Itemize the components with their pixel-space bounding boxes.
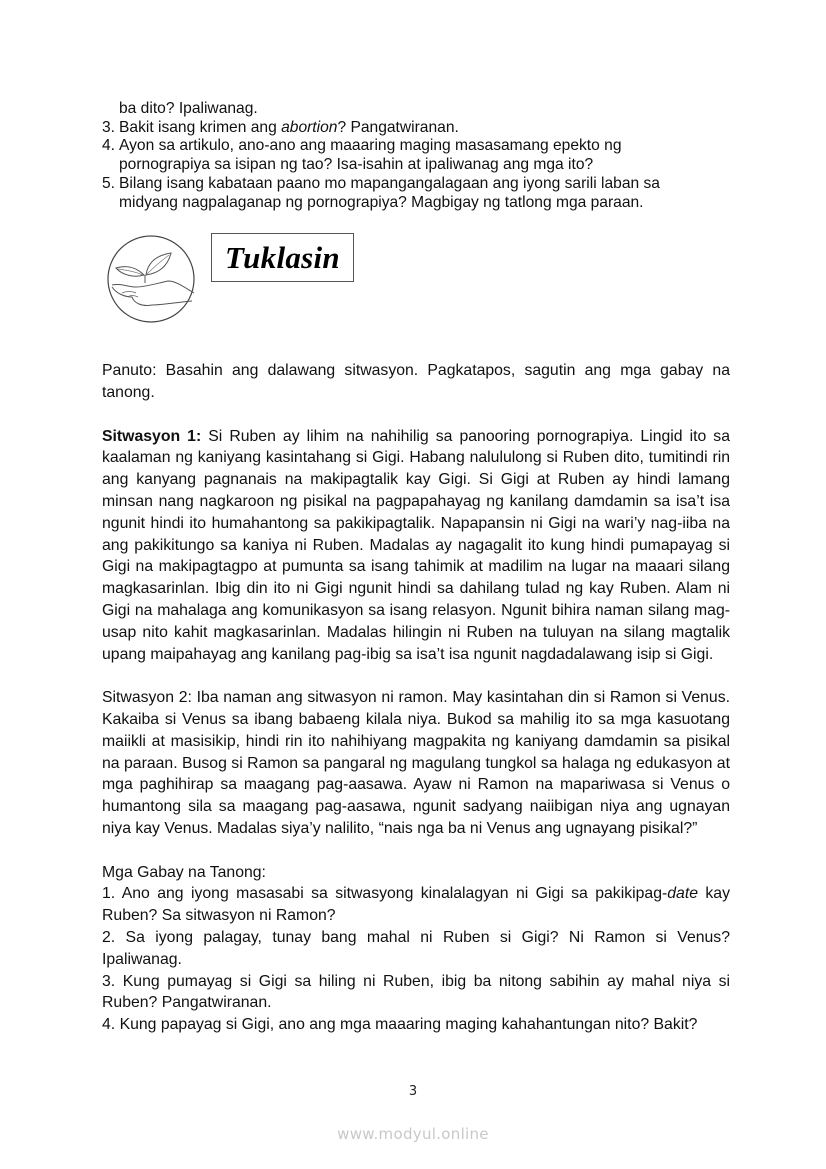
list-item-5: [102, 175, 730, 212]
section-title: Tuklasin: [225, 239, 340, 275]
item-line-2: midyang nagpalaganap ng pornograpiya? Magbigay ng tatlong mga paraan.: [119, 193, 644, 211]
guide-questions-heading: Mga Gabay na Tanong:: [102, 863, 266, 881]
item-line-1: Ayon sa artikulo, ano-ano ang maaaring maging masasamang epekto ng: [119, 137, 622, 155]
top-question-list: [102, 100, 730, 212]
guide-question-1: [102, 883, 730, 927]
item-text-before: Bakit isang krimen ang: [119, 118, 282, 136]
q1-after: kay Ruben? Sa sitwasyon ni Ramon?: [102, 885, 730, 925]
list-item-4: [102, 137, 730, 174]
q1-before: 1. Ano ang iyong masasabi sa sitwasyong kinalalagyan ni Gigi sa pakikipag-: [102, 885, 668, 903]
page-number: 3: [408, 1084, 418, 1099]
situation-2: Sitwasyon 2: Iba naman ang sitwasyon ni ramon. May kasintahan din si Ramon si Venus. Kakaiba si Venus sa ibang babaeng kilala niya. Bukod sa mahilig ito sa mga kasuotang maiikli at masisikip, hindi rin ito nahihiyang magpakita ng kaniyang damdamin sa pisikal na paraan. Busog si Ramon sa pangaral ng magulang tungkol sa halaga ng edukasyon at mga paghihirap sa maagang pag-aasawa. Ayaw ni Ramon na mapariwasa si Venus o humantong sila sa maagang pag-aasawa, ngunit sadyang naiibigan niya ang ugnayan niya kay Venus. Madalas siya’y nalilito, “nais nga ba ni Venus ang ugnayang pisikal?”: [102, 689, 730, 837]
situation-1-label: Sitwasyon 1:: [102, 427, 202, 445]
guide-questions: [102, 862, 730, 1036]
section-title-box: [211, 233, 354, 282]
situation-1-text: Si Ruben ay lihim na nahihilig sa panooring pornograpiya. Lingid ito sa kaalaman ng kaniyang kasintahang si Gigi. Habang nalululong si Ruben dito, tumitindi rin ang kanyang pagnanais na makipagtalik kay Gigi. Si Gigi at Ruben ay hindi lamang minsan nang nagkaroon ng pisikal na pagpapahayag ng kanilang damdamin sa isa’t isa ngunit hindi ito humahantong sa pakikipagtalik. Napapansin ni Gigi na wari’y nag-iiba na ang pakikitungo sa kaniya ni Ruben. Madalas ay nagagalit ito kung hindi pumapayag si Gigi na makipagtagpo at pumunta sa isang tahimik at madilim na lugar na maaari silang magkasarinlan. Ibig din ito ni Gigi ngunit hindi sa dahilang tulad ng kay Ruben. Alam ni Gigi na mahalaga ang komunikasyon sa isang relasyon. Ngunit bihira naman silang mag-usap nito kahit magkasarinlan. Madalas hilingin ni Ruben na tuluyan na silang magtalik upang maipahayag ang kanilang pag-ibig sa isa’t isa ngunit nagdadalawang isip si Gigi.: [102, 427, 730, 663]
item-number: 3.: [102, 118, 116, 136]
guide-question-2: 2. Sa iyong palagay, tunay bang mahal ni Ruben si Gigi? Ni Ramon si Venus? Ipaliwanag.: [102, 928, 730, 968]
watermark: www.modyul.online: [337, 1125, 489, 1143]
hand-holding-plant-icon: [106, 235, 196, 323]
item-text-after: ? Pangatwiranan.: [337, 118, 459, 136]
guide-question-4: 4. Kung papayag si Gigi, ano ang mga maaaring maging kahahantungan nito? Bakit?: [102, 1016, 698, 1034]
item-line-1: Bilang isang kabataan paano mo mapangangalagaan ang iyong sarili laban sa: [119, 174, 660, 192]
section-header: [102, 226, 730, 336]
list-item-3: [102, 119, 730, 138]
item-line-2: pornograpiya sa isipan ng tao? Isa-isahin at ipaliwanag ang mga ito?: [119, 156, 594, 174]
item-number: 4.: [102, 137, 116, 155]
list-item-continuation: [102, 100, 730, 119]
guide-question-3: 3. Kung pumayag si Gigi sa hiling ni Ruben, ibig ba nitong sabihin ay mahal niya si Ruben? Pangatwiranan.: [102, 972, 730, 1012]
situation-1: [102, 426, 730, 666]
q1-italic: date: [667, 885, 698, 903]
directions-text: Panuto: Basahin ang dalawang sitwasyon. Pagkatapos, sagutin ang mga gabay na tanong.: [102, 362, 730, 402]
continuation-text: ba dito? Ipaliwanag.: [119, 100, 258, 117]
item-number: 5.: [102, 174, 116, 192]
document-page: [102, 100, 730, 1036]
item-text-italic: abortion: [281, 118, 338, 136]
